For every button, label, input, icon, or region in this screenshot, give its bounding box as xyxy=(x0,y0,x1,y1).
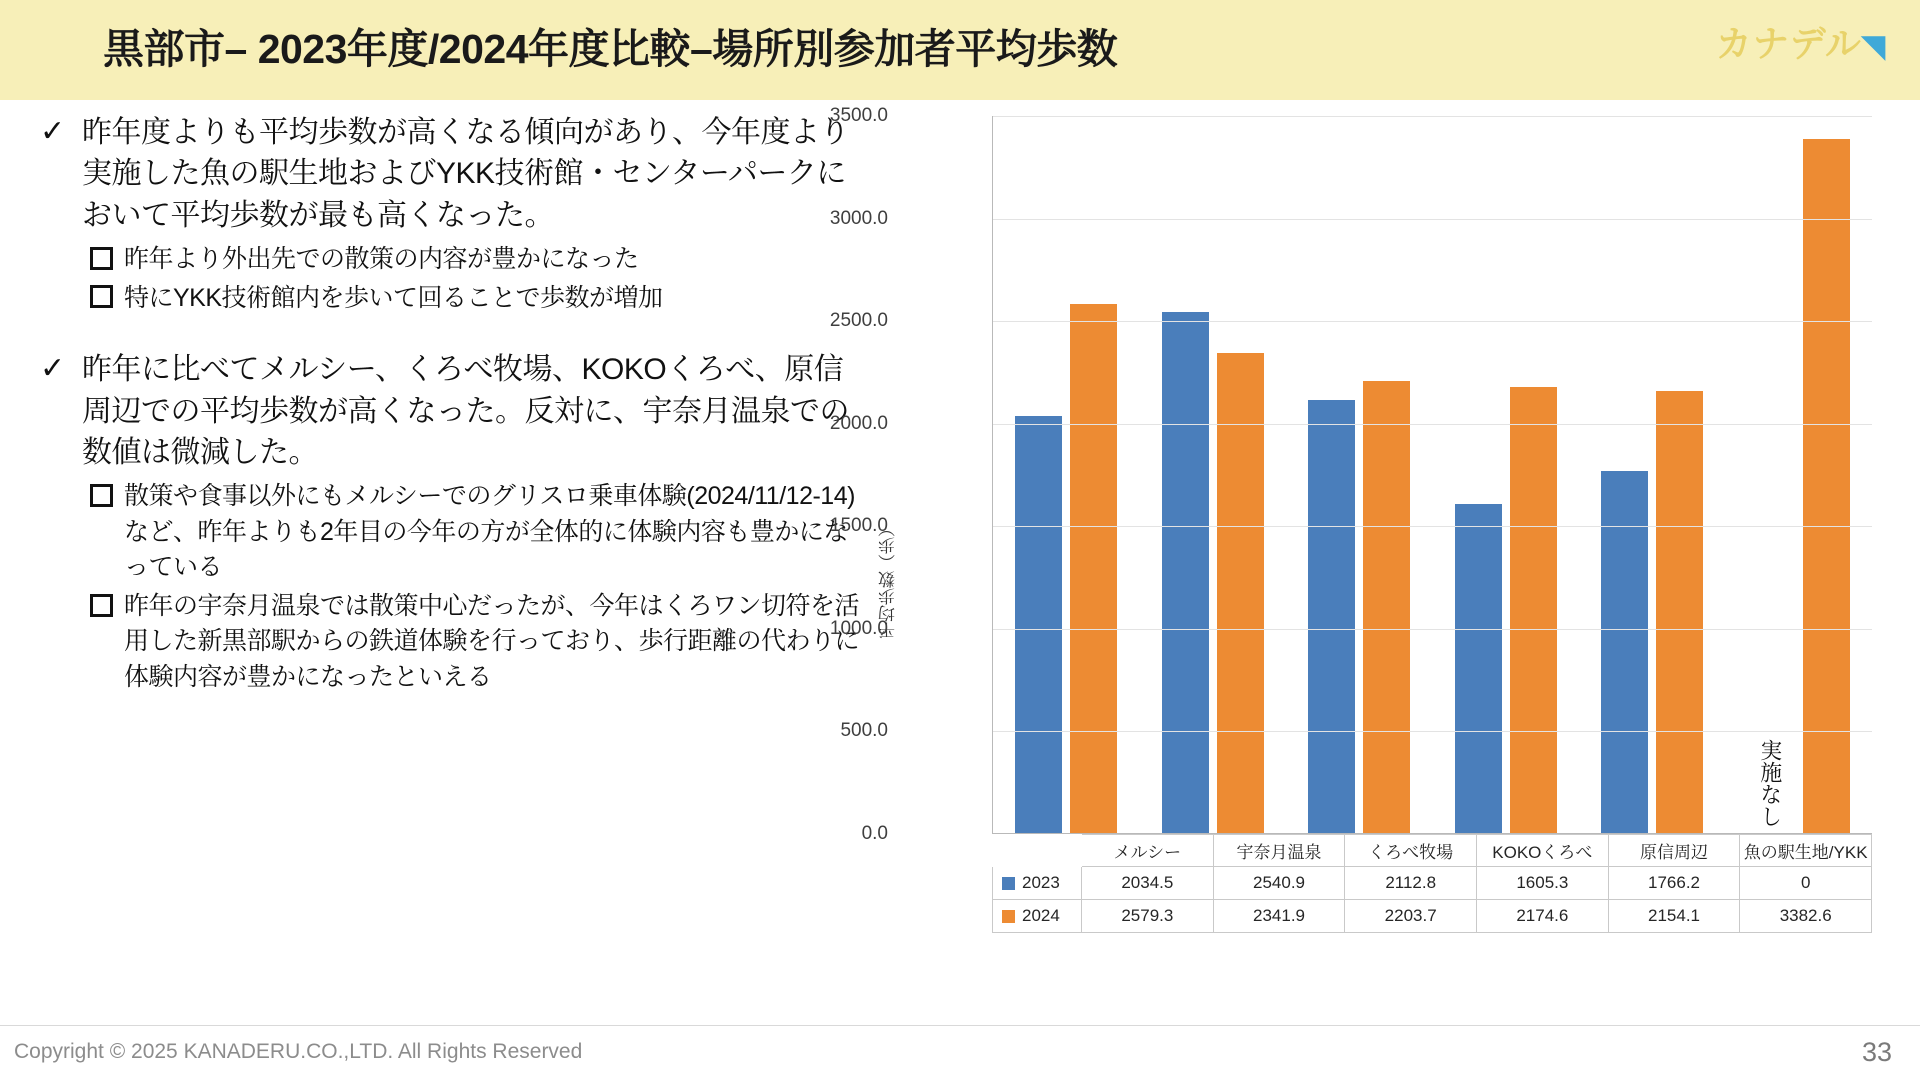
gridline xyxy=(993,629,1872,630)
table-cell: 3382.6 xyxy=(1740,900,1872,933)
plot-area xyxy=(992,116,1872,834)
list-item xyxy=(90,479,860,586)
y-axis-tick-label: 500.0 xyxy=(840,720,888,742)
y-axis-tick-label: 3000.0 xyxy=(829,207,888,229)
annotation-no-data: 実施なし xyxy=(1757,739,1783,827)
table-corner-cell xyxy=(992,834,1082,867)
column-header: 原信周辺 xyxy=(1609,834,1741,867)
copyright-text: Copyright © 2025 KANADERU.CO.,LTD. All Rights Reserved xyxy=(14,1040,583,1063)
legend-label: 2024 xyxy=(1022,906,1060,925)
bar-2023-0 xyxy=(1015,416,1062,833)
gridline xyxy=(993,731,1872,732)
table-cell: 0 xyxy=(1740,867,1872,900)
column-header: くろべ牧場 xyxy=(1345,834,1477,867)
gridline xyxy=(993,116,1872,117)
table-cell: 2174.6 xyxy=(1477,900,1609,933)
list-item xyxy=(40,112,860,236)
bar-2023-4 xyxy=(1601,471,1648,833)
footer-divider xyxy=(0,1025,1920,1026)
column-header: KOKOくろべ xyxy=(1477,834,1609,867)
logo-text: カナデル xyxy=(1715,23,1862,64)
table-cell: 2034.5 xyxy=(1082,867,1214,900)
table-row xyxy=(992,867,1872,900)
sub-bullet-text: 昨年の宇奈月温泉では散策中心だったが、今年はくろワン切符を活用した新黒部駅からの鉄道体験を行っており、歩行距離の代わりに体験内容が豊かになったといえる xyxy=(124,591,860,691)
legend-item-2023 xyxy=(992,867,1082,900)
list-item xyxy=(40,349,860,473)
bar-group xyxy=(1579,116,1726,833)
bar-chart xyxy=(829,100,1910,1030)
bar-2024-2 xyxy=(1363,381,1410,833)
check-icon: ✓ xyxy=(40,115,66,148)
y-axis-label: 平均歩数（歩） xyxy=(879,520,898,639)
spacer xyxy=(40,319,860,349)
gridline xyxy=(993,424,1872,425)
bar-2023-3 xyxy=(1455,504,1502,833)
sub-bullet-text: 散策や食事以外にもメルシーでのグリスロ乗車体験(2024/11/12-14)など、昨年よりも2年目の今年の方が全体的に体験内容も豊かになっている xyxy=(124,482,855,582)
y-axis-tick-label: 2500.0 xyxy=(829,310,888,332)
sub-list xyxy=(90,242,860,316)
bar-group xyxy=(1286,116,1433,833)
sub-bullet-text: 昨年より外出先での散策の内容が豊かになった xyxy=(124,245,639,274)
bar-2024-3 xyxy=(1510,387,1557,833)
table-row xyxy=(992,900,1872,933)
bar-2024-0 xyxy=(1070,304,1117,833)
legend-swatch-icon xyxy=(1002,910,1015,923)
y-axis-tick-label: 3500.0 xyxy=(829,105,888,126)
logo-swoosh-icon: ◥ xyxy=(1861,30,1886,63)
bar-group xyxy=(993,116,1140,833)
y-axis-tick-label: 2000.0 xyxy=(829,412,888,434)
table-cell: 2579.3 xyxy=(1082,900,1214,933)
commentary-column xyxy=(40,112,860,698)
y-axis-tick-label: 1000.0 xyxy=(829,617,888,639)
table-cell: 1766.2 xyxy=(1609,867,1741,900)
y-axis-tick-label: 0.0 xyxy=(861,823,888,844)
page-title: 黒部市– 2023年度/2024年度比較–場所別参加者平均歩数 xyxy=(103,26,1118,72)
table-cell: 2154.1 xyxy=(1609,900,1741,933)
column-header: メルシー xyxy=(1082,834,1214,867)
bar-2024-5 xyxy=(1803,139,1850,833)
bullet-text: 昨年度よりも平均歩数が高くなる傾向があり、今年度より実施した魚の駅生地およびYKK技術館・センターパークにおいて平均歩数が最も高くなった。 xyxy=(82,116,849,232)
table-cell: 1605.3 xyxy=(1477,867,1609,900)
list-item xyxy=(90,281,860,317)
gridline xyxy=(993,526,1872,527)
legend-item-2024 xyxy=(992,900,1082,933)
sub-bullet-text: 特にYKK技術館内を歩いて回ることで歩数が増加 xyxy=(124,283,663,312)
sub-list xyxy=(90,479,860,695)
bar-series-container xyxy=(993,116,1872,833)
table-cell: 2540.9 xyxy=(1214,867,1346,900)
legend-label: 2023 xyxy=(1022,873,1060,892)
table-cell: 2341.9 xyxy=(1214,900,1346,933)
gridline xyxy=(993,219,1872,220)
legend-swatch-icon xyxy=(1002,877,1015,890)
list-item xyxy=(90,589,860,696)
square-bullet-icon xyxy=(90,589,124,621)
bar-2023-1 xyxy=(1162,312,1209,833)
column-header: 魚の駅生地/YKK xyxy=(1740,834,1872,867)
square-bullet-icon xyxy=(90,281,124,313)
check-icon: ✓ xyxy=(40,352,66,386)
gridline xyxy=(993,321,1872,322)
square-bullet-icon xyxy=(90,479,124,511)
y-axis-tick-label: 1500.0 xyxy=(829,515,888,537)
data-table xyxy=(992,834,1872,933)
page-number: 33 xyxy=(1861,1037,1892,1067)
column-header: 宇奈月温泉 xyxy=(1214,834,1346,867)
bar-group xyxy=(1140,116,1287,833)
slide-header xyxy=(0,0,1920,100)
square-bullet-icon xyxy=(90,242,124,274)
bar-group xyxy=(1433,116,1580,833)
bar-2023-2 xyxy=(1308,400,1355,833)
table-cell: 2112.8 xyxy=(1345,867,1477,900)
table-row xyxy=(992,834,1872,867)
bar-2024-4 xyxy=(1656,391,1703,833)
bar-group xyxy=(1726,116,1873,833)
bullet-text: 昨年に比べてメルシー、くろべ牧場、KOKOくろべ、原信周辺での平均歩数が高くなった。反対に、宇奈月温泉での数値は微減した。 xyxy=(82,353,849,469)
list-item xyxy=(90,242,860,278)
company-logo xyxy=(1716,16,1886,67)
table-cell: 2203.7 xyxy=(1345,900,1477,933)
